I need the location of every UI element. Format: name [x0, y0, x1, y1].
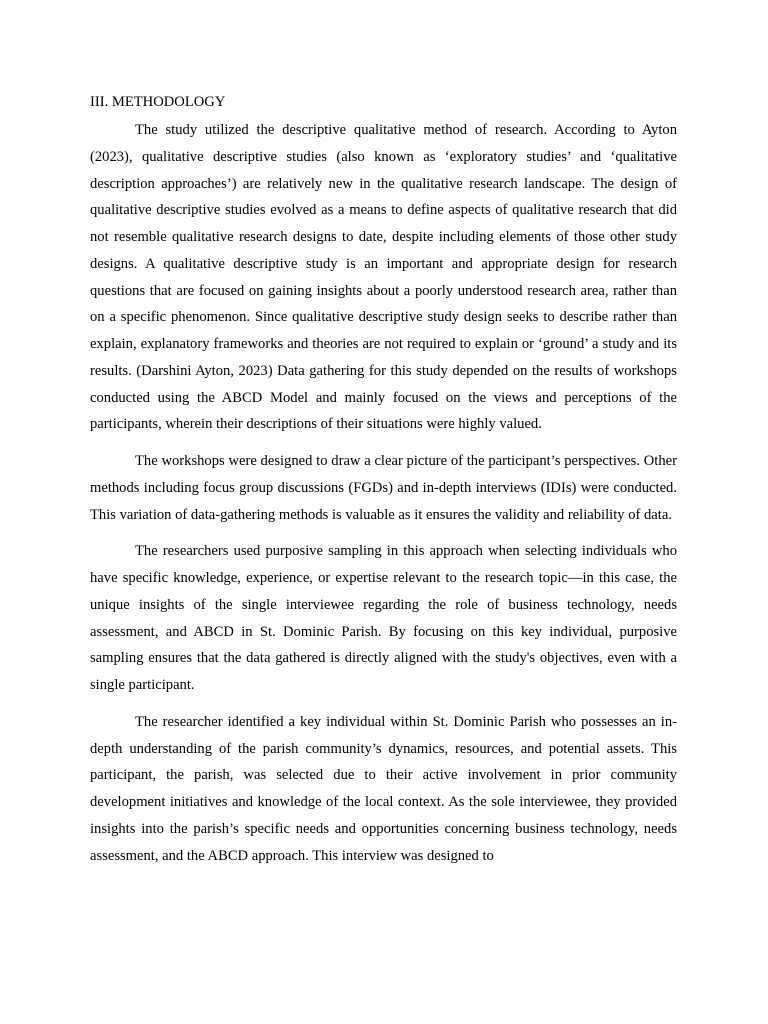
paragraph-purposive-sampling: The researchers used purposive sampling in this approach when selecting individuals who have specific knowledge, experience, or expertise relevant to the research topic—in this case, the unique insights of the single interviewee regarding the role of business technology, needs assessment, and ABCD in St. Dominic Parish. By focusing on this key individual, purposive sampling ensures that the data gathered is directly aligned with the study's objectives, even with a single participant.: [90, 543, 677, 693]
paragraph-workshops: The workshops were designed to draw a clear picture of the participant’s perspectives. Other methods including focus group discussions (FGDs) and in-depth interviews (IDIs) were conducted. This variation of data-gathering methods is valuable as it ensures the validity and reliability of data.: [90, 453, 677, 523]
paragraph-key-individual: The researcher identified a key individual within St. Dominic Parish who possesses an in-depth understanding of the parish community’s dynamics, resources, and potential assets. This participant, the parish, was selected due to their active involvement in prior community development initiatives and knowledge of the local context. As the sole interviewee, they provided insights into the parish’s specific needs and opportunities concerning business technology, needs assessment, and the ABCD approach. This interview was designed to: [90, 713, 677, 864]
paragraph-research-method: The study utilized the descriptive qualitative method of research. According to Ayton (2023), qualitative descriptive studies (also known as ‘exploratory studies’ and ‘qualitative description approaches’) are relatively new in the qualitative research landscape. The design of qualitative descriptive studies evolved as a means to define aspects of qualitative research that did not resemble qualitative research designs to date, despite including elements of those other study designs. A qualitative descriptive study is an important and appropriate design for research questions that are focused on gaining insights about a poorly understood research area, rather than on a specific phenomenon. Since qualitative descriptive study design seeks to describe rather than explain, explanatory frameworks and theories are not required to explain or ‘ground’ a study and its results. (Darshini Ayton, 2023) Data gathering for this study depended on the results of workshops conducted using the ABCD Model and mainly focused on the views and perceptions of the participants, wherein their descriptions of their situations were highly valued.: [90, 122, 677, 433]
section-heading: III. METHODOLOGY: [90, 94, 226, 110]
document-body: [90, 92, 677, 879]
